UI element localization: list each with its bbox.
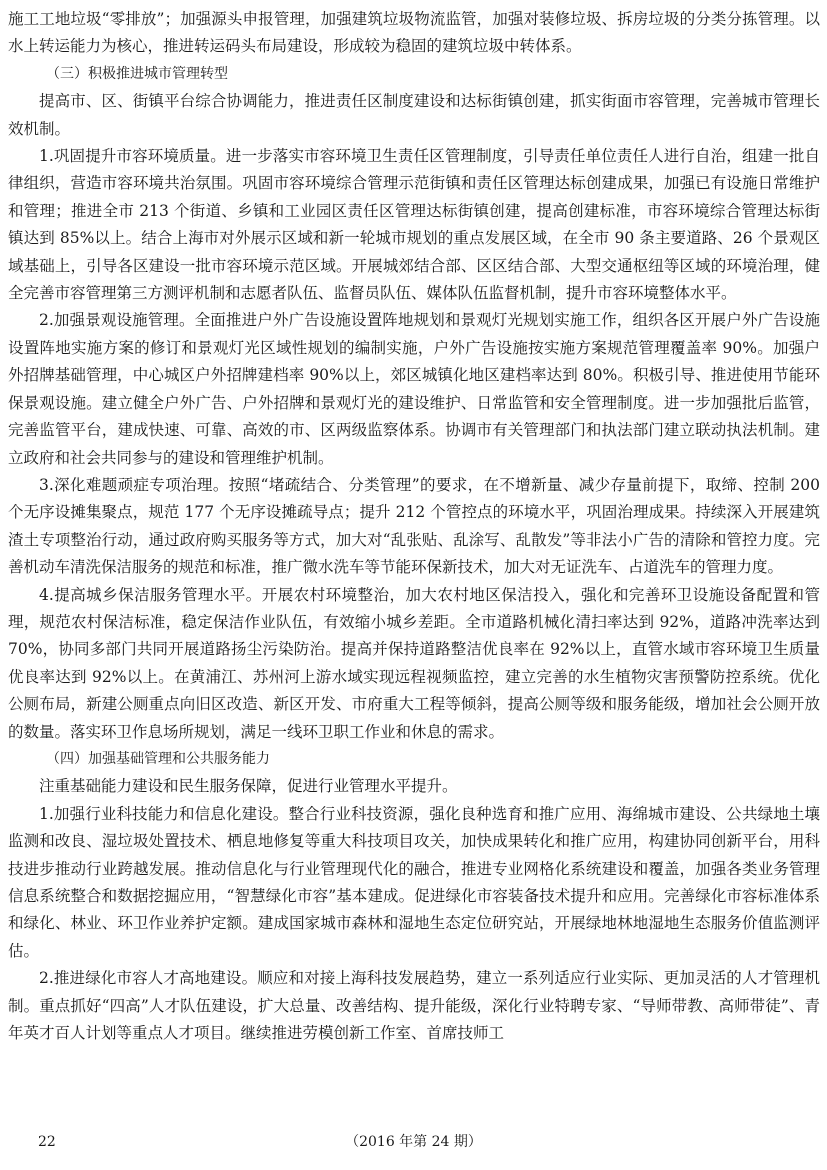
section-heading-3: （三）积极推进城市管理转型 (46, 65, 228, 82)
paragraph-continuation: 施工工地垃圾“零排放”；加强源头申报管理，加强建筑垃圾物流监管，加强对装修垃圾、拆房垃圾的分类分拣管理。以水上转运能力为核心，推进转运码头布局建设，形成较为稳固的建筑垃圾中转体系。 (8, 10, 820, 56)
article-body (8, 6, 820, 1047)
item-3-4-cleaning-services: 4.提高城乡保洁服务管理水平。开展农村环境整治，加大农村地区保洁投入，强化和完善环卫设施设备配置和管理，规范农村保洁标准，稳定保洁作业队伍，有效缩小城乡差距。全市道路机械化清扫率达到 92%，道路冲洗率达到 70%，协同多部门共同开展道路扬尘污染防治。提高并保持道路整洁优良率在 92%以上，直管水域市容环境卫生质量优良率达到 92%以上。在黄浦江、苏州河上游水域实现远程视频监控，建立完善的水生植物灾害预警防控系统。优化公厕布局，新建公厕重点向旧区改造、新区开发、市府重大工程等倾斜，提高公厕等级和服务能级，增加社会公厕开放的数量。落实环卫作息场所规划，满足一线环卫职工作业和休息的需求。 (8, 585, 820, 741)
item-3-1-environment-quality: 1.巩固提升市容环境质量。进一步落实市容环境卫生责任区管理制度，引导责任单位责任人进行自治，组建一批自律组织，营造市容环境共治氛围。巩固市容环境综合管理示范街镇和责任区管理达标创建成果，加强已有设施日常维护和管理；推进全市 213 个街道、乡镇和工业园区责任区管理达标街镇创建，提高创建标准，市容环境综合管理达标街镇达到 85%以上。结合上海市对外展示区域和新一轮城市规划的重点发展区域，在全市 90 条主要道路、26 个景观区域基础上，引导各区建设一批市容环境示范区域。开展城郊结合部、区区结合部、大型交通枢纽等区域的环境治理，健全完善市容管理第三方测评机制和志愿者队伍、监督员队伍、媒体队伍监督机制，提升市容环境整体水平。 (8, 147, 820, 303)
issue-label: （2016 年第 24 期） (345, 1134, 482, 1150)
item-4-1-technology-informatization: 1.加强行业科技能力和信息化建设。整合行业科技资源，强化良种选育和推广应用、海绵城市建设、公共绿地土壤监测和改良、湿垃圾处置技术、栖息地修复等重大科技项目攻关，加快成果转化和推广应用，构建协同创新平台，用科技进步推动行业跨越发展。推动信息化与行业管理现代化的融合，推进专业网格化系统建设和覆盖，加强各类业务管理信息系统整合和数据挖掘应用，“智慧绿化市容”基本建成。促进绿化市容装备技术提升和应用。完善绿化市容标准体系和绿化、林业、环卫作业养护定额。建成国家城市森林和湿地生态定位研究站，开展绿地林地湿地生态服务价值监测评估。 (8, 804, 820, 960)
section-heading-4: （四）加强基础管理和公共服务能力 (46, 750, 270, 767)
page-footer (0, 1130, 827, 1154)
item-4-2-talent-development: 2.推进绿化市容人才高地建设。顺应和对接上海科技发展趋势，建立一系列适应行业实际、更加灵活的人才管理机制。重点抓好“四高”人才队伍建设，扩大总量、改善结构、提升能级，深化行业特聘专家、“导师带教、高师带徒”、青年英才百人计划等重点人才项目。继续推进劳模创新工作室、首席技师工 (8, 969, 820, 1043)
section-3-intro: 提高市、区、街镇平台综合协调能力，推进责任区制度建设和达标街镇创建，抓实街面市容管理，完善城市管理长效机制。 (8, 92, 820, 138)
section-4-intro: 注重基础能力建设和民生服务保障，促进行业管理水平提升。 (39, 777, 458, 796)
item-3-3-special-governance: 3.深化难题顽症专项治理。按照“堵疏结合、分类管理”的要求，在不增新量、减少存量前提下，取缔、控制 200 个无序设摊集聚点，规范 177 个无序设摊疏导点；提升 212 个管控点的环境水平，巩固治理成果。持续深入开展建筑渣土专项整治行动，通过政府购买服务等方式，加大对“乱张贴、乱涂写、乱散发”等非法小广告的清除和管控力度。完善机动车清洗保洁服务的规范和标准，推广微水洗车等节能环保新技术，加大对无证洗车、占道洗车的管理力度。 (8, 475, 820, 577)
item-3-2-landscape-facilities: 2.加强景观设施管理。全面推进户外广告设施设置阵地规划和景观灯光规划实施工作，组织各区开展户外广告设施设置阵地实施方案的修订和景观灯光区域性规划的编制实施，户外广告设施按实施方案规范管理覆盖率 90%。加强户外招牌基础管理，中心城区户外招牌建档率 90%以上，郊区城镇化地区建档率达到 80%。积极引导、推进使用节能环保景观设施。建立健全户外广告、户外招牌和景观灯光的建设维护、日常监管和安全管理制度。进一步加强批后监管，完善监管平台，建成快速、可靠、高效的市、区两级监察体系。协调市有关管理部门和执法部门建立联动执法机制。建立政府和社会共同参与的建设和管理维护机制。 (8, 311, 820, 467)
page-number: 22 (38, 1134, 56, 1150)
